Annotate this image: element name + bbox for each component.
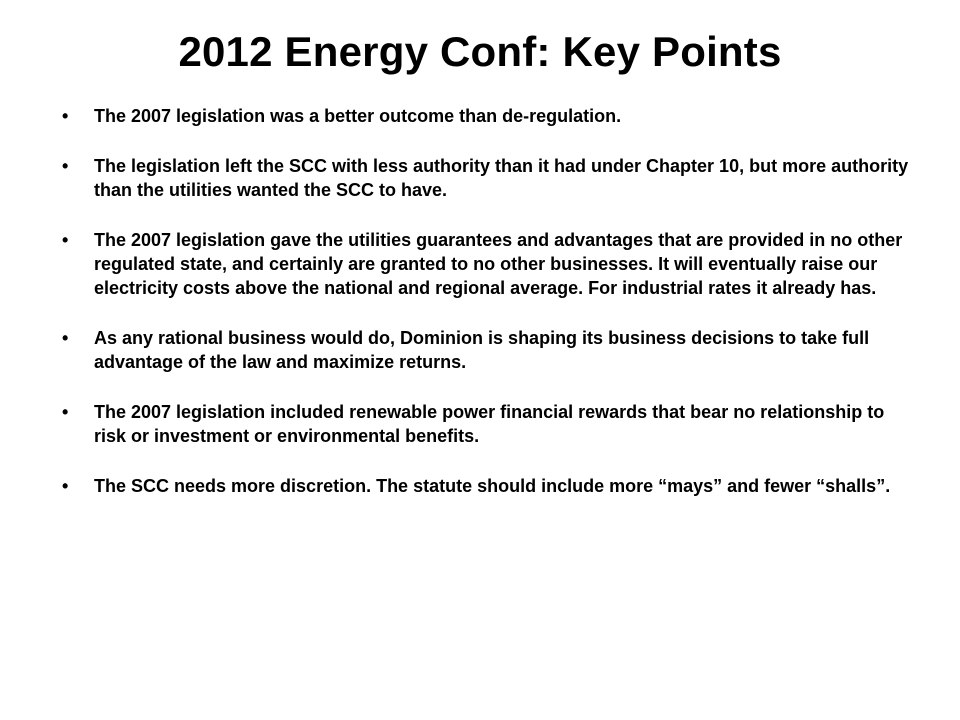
bullet-dot-icon: • — [62, 106, 69, 126]
bullet-dot-icon: • — [62, 230, 69, 250]
bullet-text: The 2007 legislation gave the utilities guarantees and advantages that are provided in no other regulated state, and certainly are granted to no other businesses. It will eventually raise our electricity costs above the national and regional average. For industrial rates it already has. — [94, 230, 903, 298]
bullet-text: The legislation left the SCC with less authority than it had under Chapter 10, but more authority than the utilities wanted the SCC to have. — [94, 156, 909, 200]
bullet-item — [62, 326, 912, 374]
bullet-item — [62, 228, 912, 300]
bullet-text: As any rational business would do, Dominion is shaping its business decisions to take full advantage of the law and maximize returns. — [94, 328, 870, 372]
bullet-item — [62, 474, 912, 498]
bullet-dot-icon: • — [62, 156, 69, 176]
bullet-item — [62, 400, 912, 448]
bullet-text: The 2007 legislation included renewable power financial rewards that bear no relationship to risk or investment or environmental benefits. — [94, 402, 885, 446]
bullet-dot-icon: • — [62, 402, 69, 422]
bullet-dot-icon: • — [62, 476, 69, 496]
bullet-item — [62, 104, 912, 128]
bullet-text: The SCC needs more discretion. The statute should include more “mays” and fewer “shalls”. — [94, 476, 891, 496]
bullet-list — [62, 104, 912, 524]
slide-title: 2012 Energy Conf: Key Points — [178, 28, 782, 75]
bullet-item — [62, 154, 912, 202]
bullet-text: The 2007 legislation was a better outcome than de-regulation. — [94, 106, 622, 126]
bullet-dot-icon: • — [62, 328, 69, 348]
